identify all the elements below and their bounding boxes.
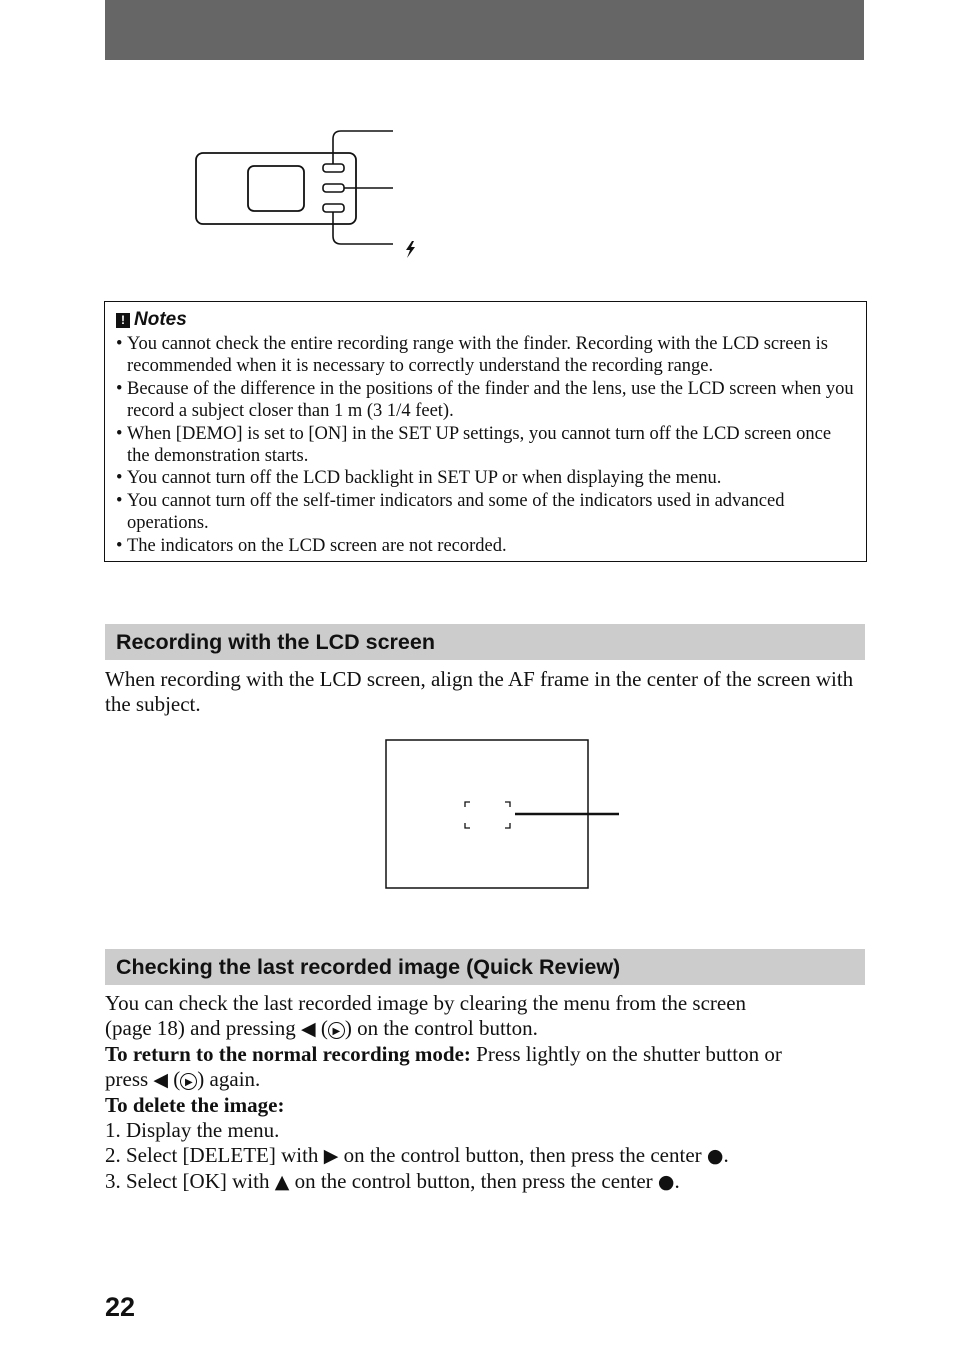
note-item: • The indicators on the LCD screen are not recorded.: [116, 535, 858, 557]
header-bar: [105, 0, 864, 60]
paren-close: ): [197, 1067, 205, 1091]
paren-open: (: [168, 1067, 181, 1091]
step-2-text: 2. Select [DELETE] with: [105, 1143, 324, 1167]
step-3: [105, 1169, 865, 1195]
note-item: • You cannot check the entire recording range with the finder. Recording with the LCD screen is recommended when it is necessary to correctly understand the recording range.: [116, 333, 858, 378]
notes-box: [104, 301, 867, 562]
note-item: • You cannot turn off the LCD backlight in SET UP or when displaying the menu.: [116, 467, 858, 489]
page-number: 22: [105, 1292, 136, 1322]
step-2: [105, 1143, 865, 1169]
note-item: • When [DEMO] is set to [ON] in the SET UP settings, you cannot turn off the LCD screen once the demonstration starts.: [116, 423, 858, 468]
return-text-press: press: [105, 1067, 154, 1091]
quick-review-icon: ▶: [180, 1073, 197, 1090]
step-2-text-end: on the control button, then press the center: [338, 1143, 707, 1167]
lcd-af-frame-diagram: [385, 739, 625, 891]
indicator-lamp-bottom: [323, 204, 344, 212]
left-arrow-icon: ◀: [153, 1069, 169, 1091]
center-button-icon: ●: [706, 1145, 724, 1167]
quick-review-icon: ▶: [328, 1022, 345, 1039]
finder-window: [248, 166, 304, 211]
paren-close: ): [344, 1016, 352, 1040]
return-text-again: again.: [204, 1067, 261, 1091]
section-lcd-body: When recording with the LCD screen, align the AF frame in the center of the screen with the subject.: [105, 667, 854, 716]
step-1: 1. Display the menu.: [105, 1118, 280, 1142]
section-heading-quick-review: Checking the last recorded image (Quick Review): [105, 949, 865, 985]
finder-indicator-diagram: [190, 125, 430, 265]
return-text: Press lightly on the shutter button or: [470, 1042, 782, 1066]
indicator-lamp-middle: [323, 184, 344, 192]
notes-icon: !: [116, 313, 130, 328]
qr-line-2-text: (page 18) and pressing: [105, 1016, 301, 1040]
right-arrow-icon: ▶: [323, 1145, 339, 1167]
period: .: [723, 1143, 729, 1167]
qr-return-line-2: [105, 1067, 865, 1093]
center-button-icon: ●: [657, 1171, 675, 1193]
delete-label: To delete the image:: [105, 1093, 285, 1117]
left-arrow-icon: ◀: [300, 1018, 316, 1040]
section-quick-review-body: [105, 991, 865, 1195]
note-item: • You cannot turn off the self-timer indicators and some of the indicators used in advanced operations.: [116, 490, 858, 535]
step-3-text-end: on the control button, then press the center: [289, 1169, 658, 1193]
up-arrow-icon: ▲: [274, 1171, 290, 1193]
period: .: [674, 1169, 680, 1193]
qr-line-2: [105, 1016, 865, 1042]
note-item: • Because of the difference in the positions of the finder and the lens, use the LCD screen when you record a subject closer than 1 m (3 1/4 feet).: [116, 378, 858, 423]
qr-line-1: You can check the last recorded image by clearing the menu from the screen: [105, 991, 747, 1015]
flash-icon: [406, 241, 415, 258]
notes-heading: [116, 309, 858, 331]
indicator-lamp-top: [323, 164, 344, 172]
return-label: To return to the normal recording mode:: [105, 1042, 471, 1066]
paren-open: (: [315, 1016, 328, 1040]
notes-list: [116, 333, 858, 557]
step-3-text: 3. Select [OK] with: [105, 1169, 275, 1193]
section-heading-lcd: Recording with the LCD screen: [105, 624, 865, 660]
notes-title: Notes: [134, 309, 187, 330]
qr-return-line: [105, 1042, 865, 1067]
qr-line-2-end: on the control button.: [351, 1016, 538, 1040]
